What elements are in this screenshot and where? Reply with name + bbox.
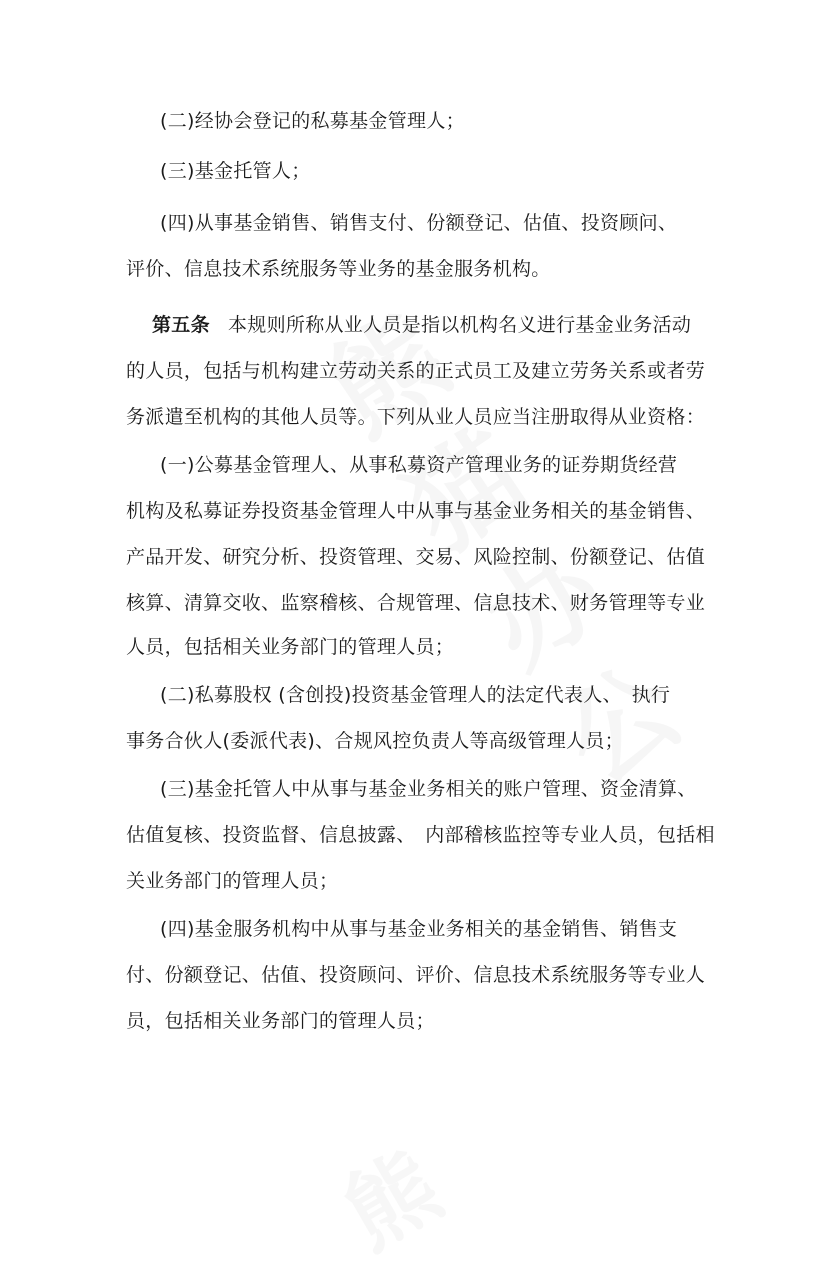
- item-4-line-2: 付、份额登记、估值、投资顾问、评价、信息技术系统服务等专业人: [126, 964, 706, 986]
- item-3-line-1: (三)基金托管人中从事与基金业务相关的账户管理、资金清算、: [160, 778, 697, 800]
- item-1-line-4: 核算、清算交收、监察稽核、合规管理、信息技术、财务管理等专业: [126, 592, 706, 614]
- article-5-line-1: 本规则所称从业人员是指以机构名义进行基金业务活动: [228, 314, 692, 336]
- article-5-line-2: 的人员，包括与机构建立劳动关系的正式员工及建立劳务关系或者劳: [126, 360, 706, 382]
- article-5-heading: 第五条: [152, 314, 210, 336]
- item-3-line-3: 关业务部门的管理人员；: [126, 870, 339, 892]
- article-5-line-3: 务派遣至机构的其他人员等。下列从业人员应当注册取得从业资格：: [126, 406, 706, 428]
- item-2-line-2: 事务合伙人(委派代表)、合规风控负责人等高级管理人员；: [126, 730, 624, 752]
- item-1-line-5: 人员，包括相关业务部门的管理人员；: [126, 636, 455, 658]
- clause-4-line-1: (四)从事基金销售、销售支付、份额登记、估值、投资顾问、: [160, 212, 678, 234]
- item-1-line-2: 机构及私募证券投资基金管理人中从事与基金业务相关的基金销售、: [126, 500, 706, 522]
- item-1-line-3: 产品开发、研究分析、投资管理、交易、风险控制、份额登记、估值: [126, 546, 706, 568]
- item-3-line-2: 估值复核、投资监督、信息披露、 内部稽核监控等专业人员，包括相: [126, 824, 715, 846]
- item-4-line-3: 员，包括相关业务部门的管理人员；: [126, 1010, 435, 1032]
- clause-3-custodian: (三)基金托管人；: [160, 160, 311, 182]
- item-1-line-1: (一)公募基金管理人、从事私募资产管理业务的证券期货经营: [160, 454, 678, 476]
- item-2-line-1: (二)私募股权 (含创投)投资基金管理人的法定代表人、 执行: [160, 684, 671, 706]
- clause-4-line-2: 评价、信息技术系统服务等业务的基金服务机构。: [126, 258, 551, 280]
- item-4-line-1: (四)基金服务机构中从事与基金业务相关的基金销售、销售支: [160, 918, 678, 940]
- clause-2-registered-managers: (二)经协会登记的私募基金管理人；: [160, 110, 465, 132]
